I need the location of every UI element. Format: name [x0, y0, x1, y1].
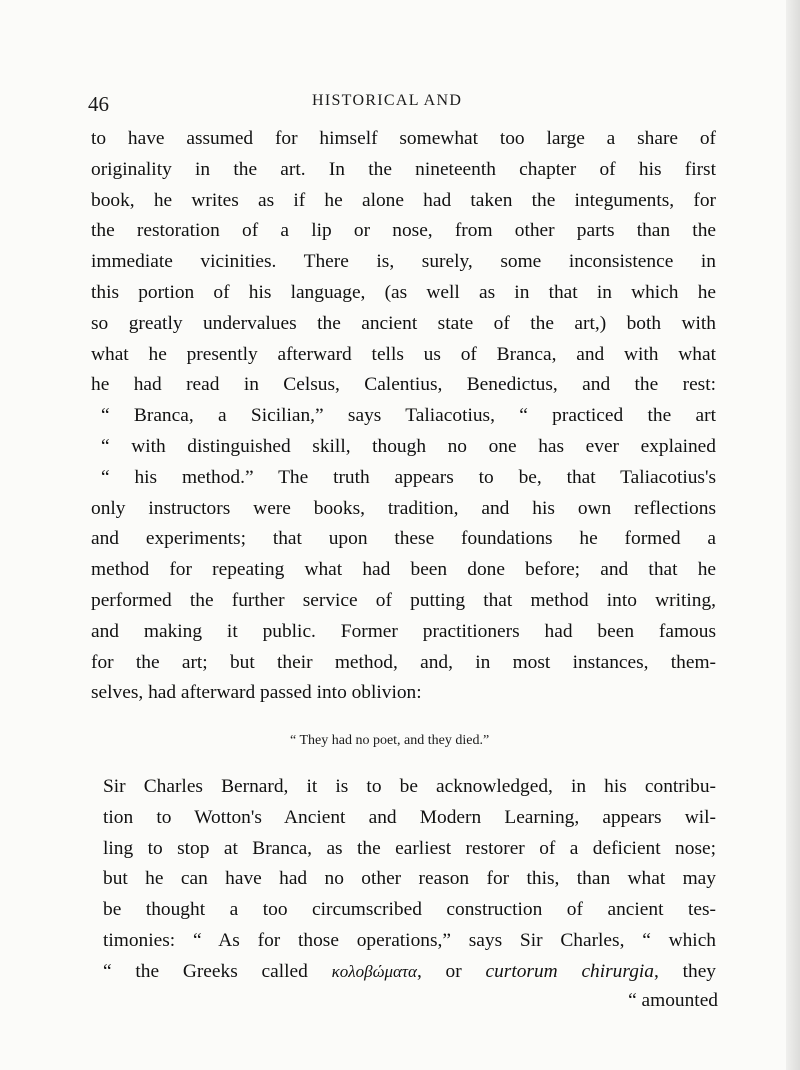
text-line-mixed	[103, 957, 716, 988]
text-line: only instructors were books, tradition, and his own reflections	[91, 497, 716, 519]
paragraph-2	[103, 772, 716, 988]
text-line: “ with distinguished skill, though no one has ever explained	[101, 435, 716, 457]
text-line: he had read in Celsus, Calentius, Benedictus, and the rest:	[91, 374, 716, 396]
line-end: , they	[654, 960, 717, 982]
page-header	[88, 92, 713, 116]
text-line: originality in the art. In the nineteenth chapter of his first	[91, 158, 716, 180]
text-line: and experiments; that upon these foundations he formed a	[91, 528, 716, 550]
text-line: book, he writes as if he alone had taken the integuments, for	[91, 189, 716, 211]
latin-term: curtorum chirurgia	[485, 960, 654, 982]
text-line: but he can have had no other reason for this, than what may	[103, 868, 716, 890]
text-line: immediate vicinities. There is, surely, some inconsistence in	[91, 251, 716, 273]
text-line: the restoration of a lip or nose, from other parts than the	[91, 220, 716, 242]
text-line: what he presently afterward tells us of Branca, and with what	[91, 343, 716, 365]
text-line: selves, had afterward passed into oblivion:	[91, 682, 422, 704]
conjunction: , or	[416, 960, 486, 982]
text-line: ling to stop at Branca, as the earliest restorer of a deficient nose;	[103, 837, 716, 859]
text-line: “ Branca, a Sicilian,” says Taliacotius, “ practiced the art	[101, 405, 716, 427]
text-line: Sir Charles Bernard, it is to be acknowledged, in his contribu-	[103, 776, 716, 797]
text-line: for the art; but their method, and, in most instances, them-	[91, 651, 716, 673]
text-line: to have assumed for himself somewhat too large a share of	[91, 128, 716, 149]
verse-quote: “ They had no poet, and they died.”	[290, 733, 490, 748]
text-line: performed the further service of putting that method into writing,	[91, 589, 716, 611]
text-line: method for repeating what had been done before; and that he	[91, 559, 716, 581]
running-head: HISTORICAL AND	[312, 92, 463, 109]
text-line: so greatly undervalues the ancient state of the art,) both with	[91, 312, 716, 334]
text-line: “ his method.” The truth appears to be, that Taliacotius's	[101, 466, 716, 488]
text-line: tion to Wotton's Ancient and Modern Learning, appears wil-	[103, 806, 716, 828]
greek-term: κολοβώματα	[331, 961, 417, 981]
text-line: and making it public. Former practitioners had been famous	[91, 620, 716, 642]
page-edge	[786, 0, 800, 1070]
page-number: 46	[88, 92, 109, 116]
text-line: timonies: “ As for those operations,” says Sir Charles, “ which	[103, 929, 716, 951]
quote-open: “ the Greeks called	[103, 960, 332, 982]
text-line: be thought a too circumscribed construction of ancient tes-	[103, 899, 716, 921]
text-line: this portion of his language, (as well as in that in which he	[91, 281, 716, 303]
paragraph-1	[91, 124, 716, 709]
catchword: “ amounted	[628, 990, 718, 1011]
